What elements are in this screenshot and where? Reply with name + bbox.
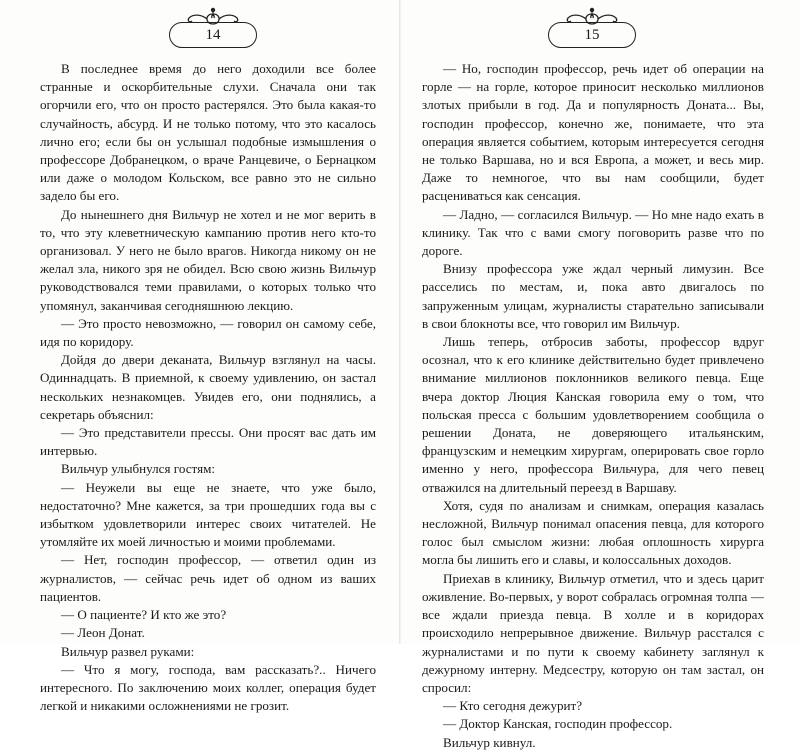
paragraph: Лишь теперь, отбросив заботы, профессор вдруг осознал, что к его клинике действительно будет привлечено внимание миллионов поклонников великого певца. Еще вчера доктор Люция Канская говорила ему о том, что польская пресса с большим удовлетворением сообщила о решении Доната, не доверяющего итальянским, французским и немецким хирургам, оперировать свое горло именно у него, профессора Вильчура, для чего певец отважился на длительный переезд в Варшаву. (422, 334, 764, 495)
page-number-frame (548, 22, 636, 48)
paragraph: В последнее время до него доходили все более странные и оскорбительные слухи. Сначала они так огорчили его, что он просто растерялся. Это была какая-то случайность, абсурд. И не только потому, что это касалось лично его; если бы он услышал подобные измышления о профессоре Добранецком, о враче Ранцевиче, о Бернацком или даже о молодом Кольском, все равно это не сильно задело бы его. (40, 61, 376, 204)
paragraph: — Неужели вы еще не знаете, что уже было, недостаточно? Мне кажется, за три прошедших года вы с избытком удовлетворили интерес своих читателей. Не утомляйте их моей личностью и моими проблемами. (40, 479, 376, 550)
paragraph: Вильчур улыбнулся гостям: (61, 461, 216, 477)
paragraph: Вильчур развел руками: (61, 643, 195, 659)
right-page (400, 0, 800, 750)
left-page (0, 0, 400, 714)
paragraph: — Кто сегодня дежурит? (443, 698, 583, 714)
paragraph: — О пациенте? И кто же это? (61, 607, 227, 623)
paragraph: — Нет, господин профессор, — ответил один из журналистов, — сейчас речь идет об одном из ваших пациентов. (40, 552, 376, 604)
paragraph: — Но, господин профессор, речь идет об операции на горле — на горле, которое приносит несколько миллионов злотых прибыли в год. Да и популярность Доната... Вы, господин профессор, конечно же, понимаете, что эта операция является событием, которым интересуется сегодня не только Варшава, но и вся Европа, а может, и весь мир. Даже то немногое, что вы нам сообщили, будет расцениваться как сенсация. (422, 61, 764, 204)
paragraph: Дойдя до двери деканата, Вильчур взглянул на часы. Одиннадцать. В приемной, к своему удивлению, он застал нескольких незнакомцев. Увидев его, они поднялись, а секретарь объяснил: (40, 352, 376, 422)
body-text (422, 60, 764, 752)
page-number: 15 (584, 26, 600, 43)
page-number: 14 (205, 26, 221, 43)
paragraph: — Что я могу, господа, вам рассказать?.. Ничего интересного. По заключению моих коллег, операция будет легкой и никакими осложнениями не грозит. (40, 661, 376, 714)
paragraph: Внизу профессора уже ждал черный лимузин. Все расселись по местам, и, пока авто двигалось по запруженным улицам, журналисты старательно записывали в свои блокноты все, что говорил им Вильчур. (422, 261, 764, 331)
paragraph: Вильчур кивнул. (443, 734, 536, 750)
paragraph: Хотя, судя по анализам и снимкам, операция казалась несложной, Вильчур понимал опасения певца, для которого голос был смыслом жизни: любая оплошность хирурга могла бы лишить его и славы, и колоссальных доходов. (422, 497, 764, 568)
paragraph: — Ладно, — согласился Вильчур. — Но мне надо ехать в клинику. Так что с вами смогу поговорить разве что по дороге. (422, 206, 764, 259)
paragraph: — Леон Донат. (61, 625, 145, 641)
paragraph: — Это представители прессы. Они просят вас дать им интервью. (40, 425, 376, 459)
page-number-frame (169, 22, 257, 48)
paragraph: — Доктор Канская, господин профессор. (443, 716, 673, 732)
paragraph: До нынешнего дня Вильчур не хотел и не мог верить в то, что эту клеветническую кампанию против него кто-то организовал. У него не было врагов. Никогда никому он не желал зла, никого зря не обидел. Всю свою жизнь Вильчур руководствовался теми правилами, о которых только что упомянул, заканчивая сегодняшнюю лекцию. (40, 206, 376, 313)
body-text (40, 60, 376, 715)
paragraph: Приехав в клинику, Вильчур отметил, что и здесь царит оживление. Во-первых, у ворот собралась огромная толпа — все ждали приезда певца. В холле и в коридорах происходило непрерывное движение. Вильчур расстался с журналистами и по пути к своему кабинету заглянул к дежурному интерну. Медсестру, которую он там застал, он спросил: (422, 570, 764, 695)
paragraph: — Это просто невозможно, — говорил он самому себе, идя по коридору. (40, 315, 376, 350)
